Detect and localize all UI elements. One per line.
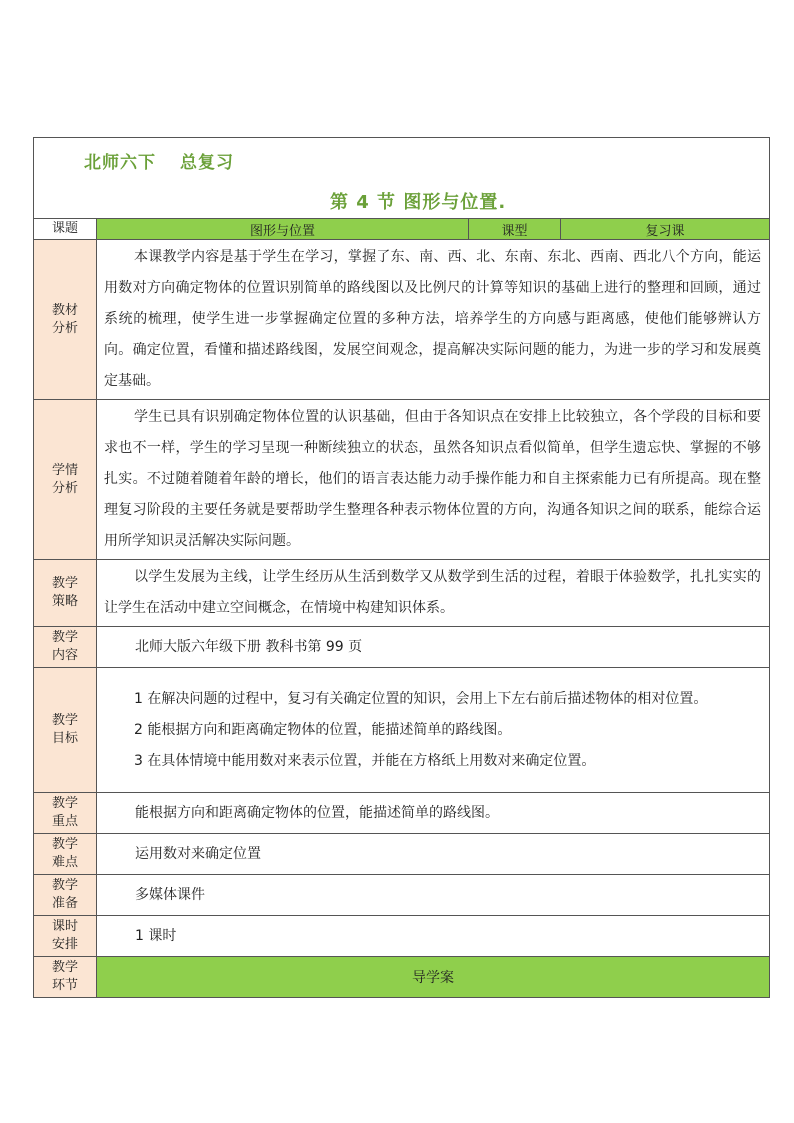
preparation-row bbox=[34, 875, 770, 916]
key-points-row bbox=[34, 793, 770, 834]
schedule-label: 课时 安排 bbox=[34, 916, 97, 957]
strategy-row bbox=[34, 560, 770, 627]
difficulties-row bbox=[34, 834, 770, 875]
textbook-analysis-text: 本课教学内容是基于学生在学习，掌握了东、南、西、北、东南、东北、西南、西北八个方向，能运用数对方向确定物体的位置识别简单的路线图以及比例尺的计算等知识的基础上进行的整理和回顾，通过系统的梳理，使学生进一步掌握确定位置的多种方法，培养学生的方向感与距离感，使他们能够辨认方向。确定位置，看懂和描述路线图，发展空间观念，提高解决实际问题的能力，为进一步的学习和发展奠定基础。 bbox=[97, 240, 770, 400]
process-row bbox=[34, 957, 770, 998]
topic-value: 图形与位置 bbox=[97, 219, 469, 240]
content-row bbox=[34, 627, 770, 668]
textbook-analysis-row bbox=[34, 240, 770, 400]
goal-item: 3 在具体情境中能用数对来表示位置，并能在方格纸上用数对来确定位置。 bbox=[134, 752, 596, 769]
meta-row bbox=[34, 219, 770, 240]
student-analysis-text: 学生已具有识别确定物体位置的认识基础，但由于各知识点在安排上比较独立，各个学段的目标和要求也不一样，学生的学习呈现一种断续独立的状态，虽然各知识点看似简单，但学生遗忘快、掌握的不够扎实。不过随着随着年龄的增长，他们的语言表达能力动手操作能力和自主探索能力已有所提高。现在整理复习阶段的主要任务就是要帮助学生整理各种表示物体位置的方向，沟通各知识之间的联系，能综合运用所学知识灵活解决实际问题。 bbox=[97, 400, 770, 560]
topic-label: 课题 bbox=[34, 219, 97, 240]
review-name: 总复习 bbox=[180, 153, 234, 173]
goals-label: 教学 目标 bbox=[34, 668, 97, 793]
goal-item: 1 在解决问题的过程中，复习有关确定位置的知识，会用上下左右前后描述物体的相对位置。 bbox=[134, 690, 708, 707]
goal-item: 2 能根据方向和距离确定物体的位置，能描述简单的路线图。 bbox=[134, 721, 512, 738]
schedule-row bbox=[34, 916, 770, 957]
type-label: 课型 bbox=[469, 219, 561, 240]
textbook-analysis-label: 教材 分析 bbox=[34, 240, 97, 400]
student-analysis-row bbox=[34, 400, 770, 560]
content-text: 北师大版六年级下册 教科书第 99 页 bbox=[97, 627, 770, 668]
key-points-text: 能根据方向和距离确定物体的位置，能描述简单的路线图。 bbox=[97, 793, 770, 834]
key-points-label: 教学 重点 bbox=[34, 793, 97, 834]
difficulties-label: 教学 难点 bbox=[34, 834, 97, 875]
lesson-title: 第 4 节 图形与位置. bbox=[330, 192, 507, 213]
process-label: 教学 环节 bbox=[34, 957, 97, 998]
strategy-text: 以学生发展为主线，让学生经历从生活到数学又从数学到生活的过程，着眼于体验数学，扎扎实实的让学生在活动中建立空间概念，在情境中构建知识体系。 bbox=[97, 560, 770, 627]
process-text: 导学案 bbox=[97, 957, 770, 998]
schedule-text: 1 课时 bbox=[97, 916, 770, 957]
series-title bbox=[84, 148, 234, 173]
series-name: 北师六下 bbox=[84, 153, 156, 173]
goals-row bbox=[34, 668, 770, 793]
difficulties-text: 运用数对来确定位置 bbox=[97, 834, 770, 875]
type-value: 复习课 bbox=[561, 219, 770, 240]
strategy-label: 教学 策略 bbox=[34, 560, 97, 627]
content-label: 教学 内容 bbox=[34, 627, 97, 668]
preparation-label: 教学 准备 bbox=[34, 875, 97, 916]
preparation-text: 多媒体课件 bbox=[97, 875, 770, 916]
student-analysis-label: 学情 分析 bbox=[34, 400, 97, 560]
lesson-plan-table bbox=[33, 137, 770, 998]
goals-list bbox=[97, 668, 770, 793]
title-block bbox=[34, 138, 770, 219]
